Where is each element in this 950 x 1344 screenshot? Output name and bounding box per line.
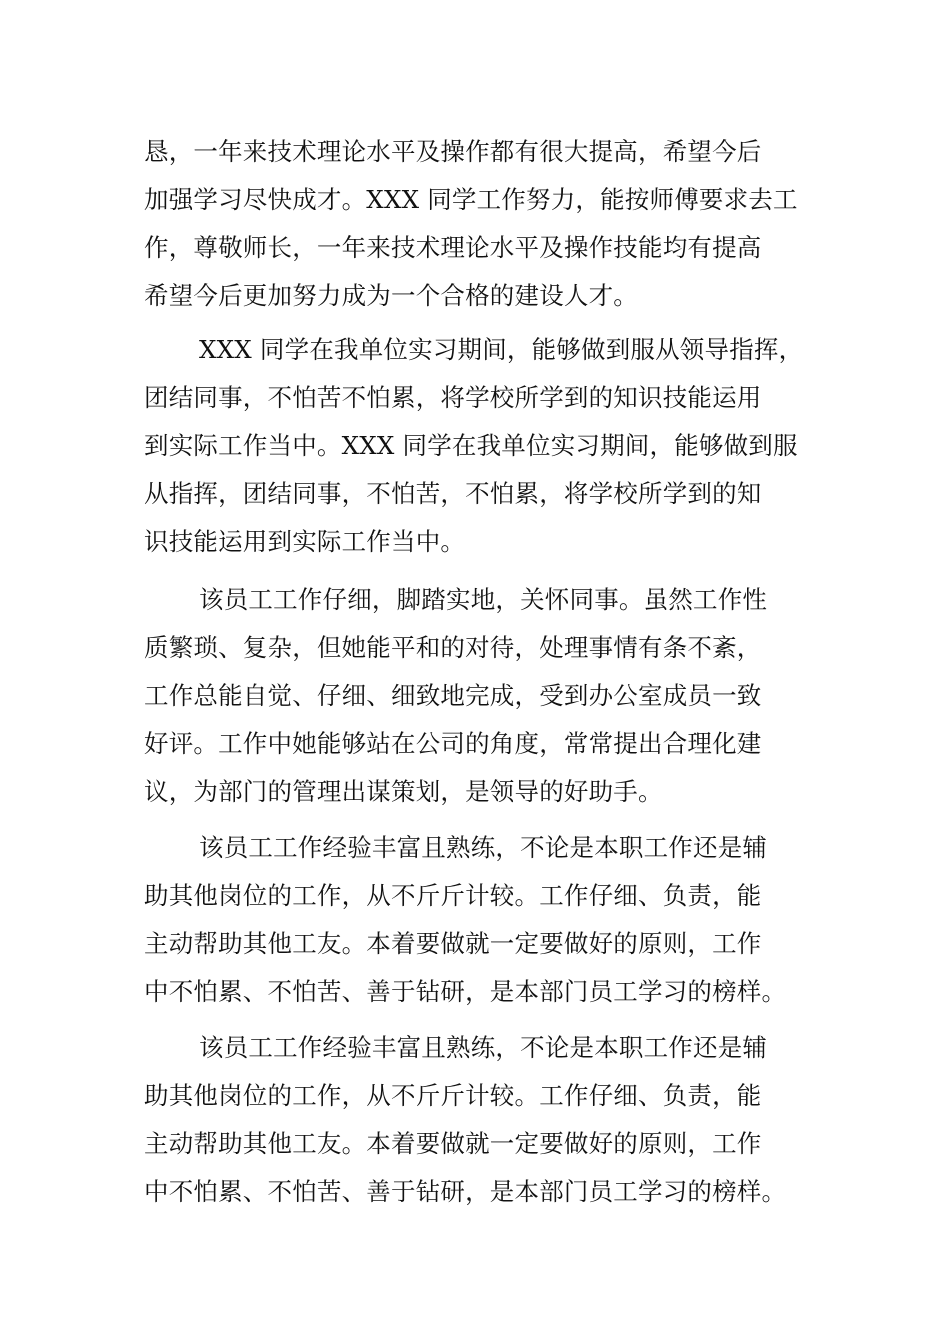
paragraph-line: 团结同事，不怕苦不怕累，将学校所学到的知识技能运用 — [144, 383, 762, 412]
paragraph-line: 该员工工作经验丰富且熟练，不论是本职工作还是辅 — [199, 1033, 768, 1062]
paragraph-line: 助其他岗位的工作，从不斤斤计较。工作仔细、负责，能 — [144, 881, 762, 910]
paragraph-line: 希望今后更加努力成为一个合格的建设人才。 — [144, 281, 638, 310]
paragraph-line: 该员工工作仔细，脚踏实地，关怀同事。虽然工作性 — [199, 585, 768, 614]
paragraph-line: 议，为部门的管理出谋策划，是领导的好助手。 — [144, 777, 663, 806]
paragraph-line: 质繁琐、复杂，但她能平和的对待，处理事情有条不紊， — [144, 633, 762, 662]
paragraph-line: 工作总能自觉、仔细、细致地完成，受到办公室成员一致 — [144, 681, 762, 710]
paragraph-line: 主动帮助其他工友。本着要做就一定要做好的原则，工作 — [144, 929, 762, 958]
paragraph-line: 到实际工作当中。XXX 同学在我单位实习期间，能够做到服 — [144, 431, 798, 460]
paragraph-line: XXX 同学在我单位实习期间，能够做到服从领导指挥， — [199, 335, 804, 364]
paragraph-line: 主动帮助其他工友。本着要做就一定要做好的原则，工作 — [144, 1129, 762, 1158]
paragraph-line: 从指挥，团结同事，不怕苦，不怕累，将学校所学到的知 — [144, 479, 762, 508]
paragraph-line: 作，尊敬师长，一年来技术理论水平及操作技能均有提高 — [144, 233, 762, 262]
paragraph-line: 该员工工作经验丰富且熟练，不论是本职工作还是辅 — [199, 833, 768, 862]
paragraph-line: 恳，一年来技术理论水平及操作都有很大提高，希望今后 — [144, 137, 762, 166]
paragraph-line: 加强学习尽快成才。XXX 同学工作努力，能按师傅要求去工 — [144, 185, 798, 214]
paragraph-line: 助其他岗位的工作，从不斤斤计较。工作仔细、负责，能 — [144, 1081, 762, 1110]
paragraph-line: 识技能运用到实际工作当中。 — [144, 527, 466, 556]
paragraph-line: 好评。工作中她能够站在公司的角度，常常提出合理化建 — [144, 729, 762, 758]
paragraph-line: 中不怕累、不怕苦、善于钻研，是本部门员工学习的榜样。 — [144, 977, 787, 1006]
paragraph-line: 中不怕累、不怕苦、善于钻研，是本部门员工学习的榜样。 — [144, 1177, 787, 1206]
